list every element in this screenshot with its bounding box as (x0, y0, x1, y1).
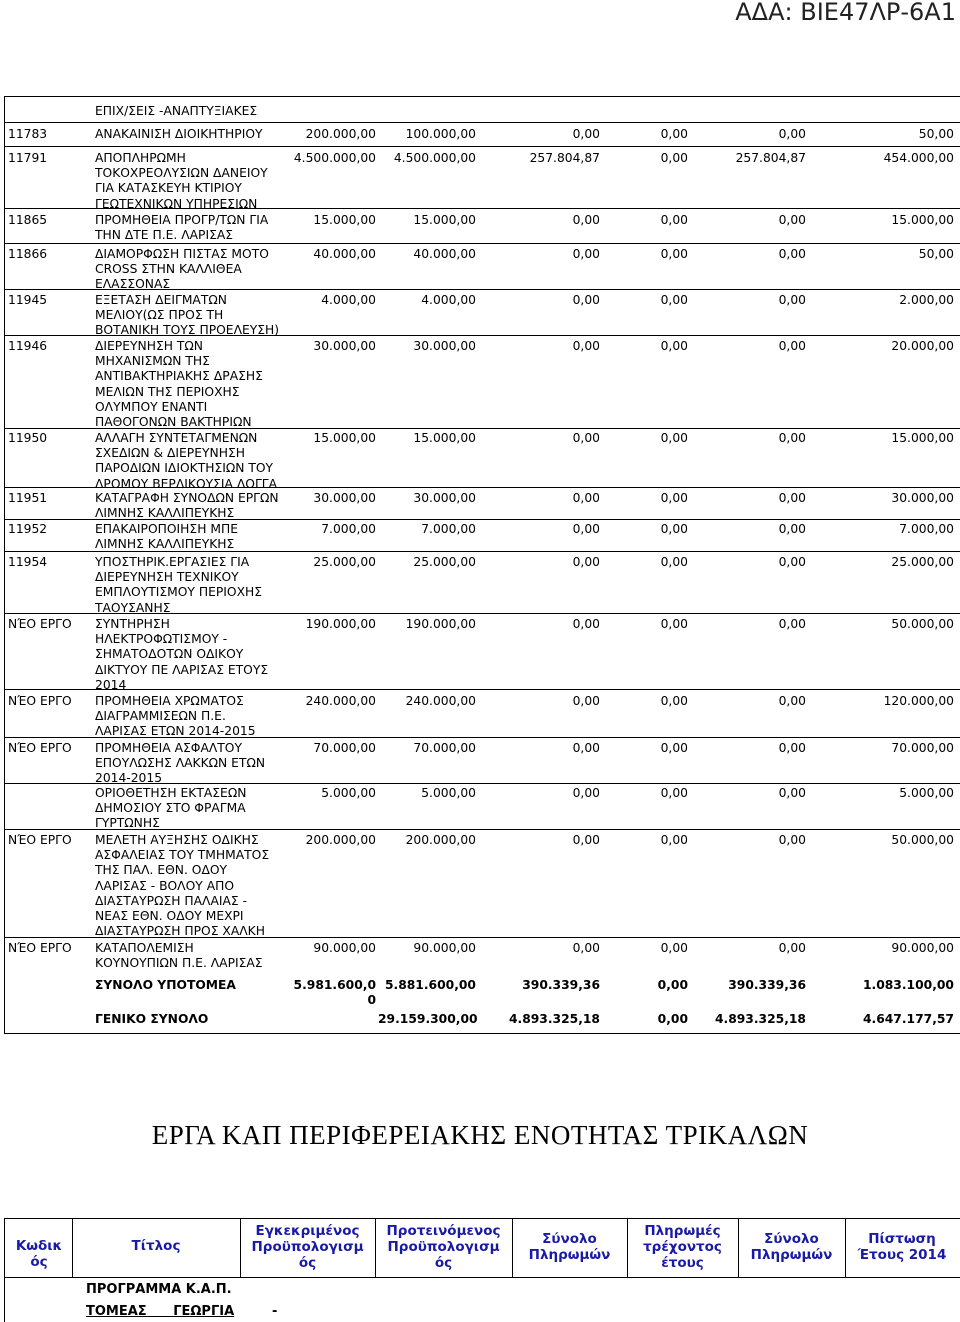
row-code: ΝΈΟ ΕΡΓΟ (8, 694, 72, 708)
grand-total-payments: 4.893.325,18 (508, 1012, 600, 1026)
row-cumulative-payments: 0,00 (778, 491, 806, 505)
row-credit-2014: 20.000,00 (891, 339, 954, 353)
row-divider (4, 146, 960, 147)
row-approved-budget: 4.000,00 (321, 293, 376, 307)
row-proposed-budget: 240.000,00 (405, 694, 476, 708)
row-credit-2014: 25.000,00 (891, 555, 954, 569)
subtotal-credit: 1.083.100,00 (862, 978, 954, 992)
row-credit-2014: 5.000,00 (899, 786, 954, 800)
row-total-payments: 0,00 (572, 293, 600, 307)
row-total-payments: 0,00 (572, 127, 600, 141)
row-credit-2014: 90.000,00 (891, 941, 954, 955)
row-title: ΟΡΙΟΘΕΤΗΣΗ ΕΚΤΑΣΕΩΝ ΔΗΜΟΣΙΟΥ ΣΤΟ ΦΡΑΓΜΑ ΓΥΡΤΩΝΗΣ (95, 786, 247, 831)
row-total-payments: 0,00 (572, 247, 600, 261)
row-title: ΕΠΑΚΑΙΡΟΠΟΙΗΣΗ ΜΠΕ ΛΙΜΝΗΣ ΚΑΛΛΙΠΕΥΚΗΣ (95, 522, 238, 552)
row-current-payments: 0,00 (660, 213, 688, 227)
sector-dash: - (272, 1304, 278, 1319)
grand-total-credit: 4.647.177,57 (862, 1012, 954, 1026)
row-proposed-budget: 4.500.000,00 (393, 151, 476, 165)
row-current-payments: 0,00 (660, 151, 688, 165)
row-credit-2014: 120.000,00 (883, 694, 954, 708)
row-title: ΥΠΟΣΤΗΡΙΚ.ΕΡΓΑΣΙΕΣ ΓΙΑ ΔΙΕΡΕΥΝΗΣΗ ΤΕΧΝΙΚΟΥ ΕΜΠΛΟΥΤΙΣΜΟΥ ΠΕΡΙΟΧΗΣ ΤΑΟΥΣΑΝΗΣ (95, 555, 263, 615)
section-heading: ΕΡΓΑ ΚΑΠ ΠΕΡΙΦΕΡΕΙΑΚΗΣ ΕΝΟΤΗΤΑΣ ΤΡΙΚΑΛΩΝ (151, 1120, 809, 1150)
row-approved-budget: 190.000,00 (305, 617, 376, 631)
row-cumulative-payments: 0,00 (778, 555, 806, 569)
row-proposed-budget: 7.000,00 (421, 522, 476, 536)
row-current-payments: 0,00 (660, 339, 688, 353)
row-credit-2014: 15.000,00 (891, 431, 954, 445)
row-approved-budget: 240.000,00 (305, 694, 376, 708)
row-title: ΑΝΑΚΑΙΝΙΣΗ ΔΙΟΙΚΗΤΗΡΙΟΥ (95, 127, 263, 141)
row-code: 11866 (8, 247, 48, 261)
header-credit-2014: Πίστωση Έτους 2014 (857, 1231, 947, 1263)
header-total-payments-2: Σύνολο Πληρωμών (750, 1231, 833, 1263)
row-title: ΕΠΙΧ/ΣΕΙΣ -ΑΝΑΠΤΥΞΙΑΚΕΣ (95, 104, 258, 118)
row-proposed-budget: 4.000,00 (421, 293, 476, 307)
row-proposed-budget: 70.000,00 (413, 741, 476, 755)
row-code: 11865 (8, 213, 48, 227)
row-current-payments: 0,00 (660, 247, 688, 261)
row-divider (4, 122, 960, 123)
row-credit-2014: 30.000,00 (891, 491, 954, 505)
row-total-payments: 0,00 (572, 431, 600, 445)
row-approved-budget: 70.000,00 (313, 741, 376, 755)
row-cumulative-payments: 0,00 (778, 293, 806, 307)
row-current-payments: 0,00 (660, 293, 688, 307)
row-proposed-budget: 200.000,00 (405, 833, 476, 847)
row-credit-2014: 2.000,00 (899, 293, 954, 307)
subtotal-total-payments: 390.339,36 (728, 978, 806, 992)
row-code: ΝΈΟ ΕΡΓΟ (8, 617, 72, 631)
row-title: ΠΡΟΜΗΘΕΙΑ ΠΡΟΓΡ/ΤΩΝ ΓΙΑ ΤΗΝ ΔΤΕ Π.Ε. ΛΑΡΙΣΑΣ (95, 213, 269, 243)
row-current-payments: 0,00 (660, 555, 688, 569)
row-current-payments: 0,00 (660, 431, 688, 445)
row-proposed-budget: 40.000,00 (413, 247, 476, 261)
row-approved-budget: 4.500.000,00 (293, 151, 376, 165)
row-approved-budget: 30.000,00 (313, 339, 376, 353)
row-cumulative-payments: 0,00 (778, 833, 806, 847)
row-total-payments: 0,00 (572, 741, 600, 755)
row-code: 11954 (8, 555, 48, 569)
row-current-payments: 0,00 (660, 127, 688, 141)
row-total-payments: 0,00 (572, 833, 600, 847)
header-current-payments: Πληρωμές τρέχοντος έτους (643, 1223, 722, 1271)
row-proposed-budget: 15.000,00 (413, 431, 476, 445)
grand-total-total-payments: 4.893.325,18 (714, 1012, 806, 1026)
row-total-payments: 0,00 (572, 491, 600, 505)
row-cumulative-payments: 0,00 (778, 339, 806, 353)
row-current-payments: 0,00 (660, 522, 688, 536)
subtotal-label: ΣΥΝΟΛΟ ΥΠΟΤΟΜΕΑ (95, 978, 236, 992)
row-current-payments: 0,00 (660, 617, 688, 631)
row-credit-2014: 70.000,00 (891, 741, 954, 755)
program-label: ΠΡΟΓΡΑΜΜΑ Κ.Α.Π. (86, 1282, 232, 1297)
row-title: ΜΕΛΕΤΗ ΑΥΞΗΣΗΣ ΟΔΙΚΗΣ ΑΣΦΑΛΕΙΑΣ ΤΟΥ ΤΜΗΜΑΤΟΣ ΤΗΣ ΠΑΛ. ΕΘΝ. ΟΔΟΥ ΛΑΡΙΣΑΣ - ΒΟΛΟΥ ΑΠΟ ΔΙΑΣΤΑΥΡΩΣΗ ΠΑΛΑΙΑΣ - ΝΕΑΣ ΕΘΝ. ΟΔΟΥ ΜΕΧΡΙ ΔΙΑΣΤΑΥΡΩΣΗ ΠΡΟΣ ΧΑΛΚΗ (95, 833, 270, 939)
row-cumulative-payments: 0,00 (778, 617, 806, 631)
row-credit-2014: 50.000,00 (891, 833, 954, 847)
row-current-payments: 0,00 (660, 941, 688, 955)
subtotal-payments: 390.339,36 (522, 978, 600, 992)
row-cumulative-payments: 0,00 (778, 431, 806, 445)
ada-stamp: ΑΔΑ: ΒΙΕ47ΛΡ-6Α1 (735, 0, 956, 26)
sector-label: ΤΟΜΕΑΣ ΓΕΩΡΓΙΑ (86, 1304, 235, 1319)
row-credit-2014: 15.000,00 (891, 213, 954, 227)
row-current-payments: 0,00 (660, 833, 688, 847)
row-title: ΚΑΤΑΓΡΑΦΗ ΣΥΝΟΔΩΝ ΕΡΓΩΝ ΛΙΜΝΗΣ ΚΑΛΛΙΠΕΥΚΗΣ (95, 491, 279, 521)
row-approved-budget: 15.000,00 (313, 213, 376, 227)
row-approved-budget: 15.000,00 (313, 431, 376, 445)
row-title: ΣΥΝΤΗΡΗΣΗ ΗΛΕΚΤΡΟΦΩΤΙΣΜΟΥ - ΣΗΜΑΤΟΔΟΤΩΝ ΟΔΙΚΟΥ ΔΙΚΤΥΟΥ ΠΕ ΛΑΡΙΣΑΣ ΕΤΟΥΣ 2014 (95, 617, 269, 692)
row-cumulative-payments: 0,00 (778, 786, 806, 800)
row-approved-budget: 30.000,00 (313, 491, 376, 505)
subtotal-current: 0,00 (657, 978, 688, 992)
row-approved-budget: 200.000,00 (305, 833, 376, 847)
row-code: ΝΈΟ ΕΡΓΟ (8, 941, 72, 955)
row-total-payments: 0,00 (572, 617, 600, 631)
row-total-payments: 0,00 (572, 555, 600, 569)
row-credit-2014: 50,00 (918, 127, 954, 141)
row-total-payments: 0,00 (572, 339, 600, 353)
row-current-payments: 0,00 (660, 786, 688, 800)
row-credit-2014: 7.000,00 (899, 522, 954, 536)
grand-total-proposed: 29.159.300,00 (378, 1012, 478, 1026)
row-code: 11952 (8, 522, 48, 536)
row-credit-2014: 50.000,00 (891, 617, 954, 631)
header-title: Τίτλος (131, 1238, 181, 1254)
row-proposed-budget: 30.000,00 (413, 491, 476, 505)
row-title: ΑΛΛΑΓΗ ΣΥΝΤΕΤΑΓΜΕΝΩΝ ΣΧΕΔΙΩΝ & ΔΙΕΡΕΥΝΗΣΗ ΠΑΡΟΔΙΩΝ ΙΔΙΟΚΤΗΣΙΩΝ ΤΟΥ ΔΡΟΜΟΥ ΒΕΡΔΙΚΟΥΣΙΑ ΛΟΓΓΑ (95, 431, 278, 491)
row-code: ΝΈΟ ΕΡΓΟ (8, 833, 72, 847)
row-code: 11783 (8, 127, 48, 141)
subtotal-proposed: 5.881.600,00 (384, 978, 476, 992)
row-total-payments: 0,00 (572, 941, 600, 955)
row-total-payments: 0,00 (572, 694, 600, 708)
row-cumulative-payments: 257.804,87 (735, 151, 806, 165)
row-code: 11946 (8, 339, 48, 353)
header-divider (4, 1277, 960, 1278)
row-proposed-budget: 100.000,00 (405, 127, 476, 141)
row-proposed-budget: 190.000,00 (405, 617, 476, 631)
row-approved-budget: 7.000,00 (321, 522, 376, 536)
row-cumulative-payments: 0,00 (778, 522, 806, 536)
row-total-payments: 0,00 (572, 786, 600, 800)
row-credit-2014: 454.000,00 (883, 151, 954, 165)
row-code: ΝΈΟ ΕΡΓΟ (8, 741, 72, 755)
row-title: ΑΠΟΠΛΗΡΩΜΗ ΤΟΚΟΧΡΕΟΛΥΣΙΩΝ ΔΑΝΕΙΟΥ ΓΙΑ ΚΑΤΑΣΚΕΥΗ ΚΤΙΡΙΟΥ ΓΕΩΤΕΧΝΙΚΩΝ ΥΠΗΡΕΣΙΩΝ (95, 151, 268, 211)
row-code: 11945 (8, 293, 48, 307)
row-proposed-budget: 30.000,00 (413, 339, 476, 353)
row-proposed-budget: 15.000,00 (413, 213, 476, 227)
row-approved-budget: 5.000,00 (321, 786, 376, 800)
row-current-payments: 0,00 (660, 741, 688, 755)
row-cumulative-payments: 0,00 (778, 213, 806, 227)
row-total-payments: 257.804,87 (529, 151, 600, 165)
header-approved-budget: Εγκεκριμένος Προϋπολογισμ ός (251, 1223, 364, 1271)
row-code: 11950 (8, 431, 48, 445)
header-code: Κωδικ ός (15, 1238, 63, 1270)
row-approved-budget: 90.000,00 (313, 941, 376, 955)
row-current-payments: 0,00 (660, 694, 688, 708)
row-cumulative-payments: 0,00 (778, 127, 806, 141)
row-credit-2014: 50,00 (918, 247, 954, 261)
row-title: ΕΞΕΤΑΣΗ ΔΕΙΓΜΑΤΩΝ ΜΕΛΙΟΥ(ΩΣ ΠΡΟΣ ΤΗ ΒΟΤΑΝΙΚΗ ΤΟΥΣ ΠΡΟΕΛΕΥΣΗ) (95, 293, 280, 338)
row-proposed-budget: 90.000,00 (413, 941, 476, 955)
grand-total-label: ΓΕΝΙΚΟ ΣΥΝΟΛΟ (95, 1012, 209, 1026)
row-title: ΚΑΤΑΠΟΛΕΜΙΣΗ ΚΟΥΝΟΥΠΙΩΝ Π.Ε. ΛΑΡΙΣΑΣ (95, 941, 263, 971)
row-title: ΠΡΟΜΗΘΕΙΑ ΑΣΦΑΛΤΟΥ ΕΠΟΥΛΩΣΗΣ ΛΑΚΚΩΝ ΕΤΩΝ 2014-2015 (95, 741, 266, 786)
row-title: ΔΙΕΡΕΥΝΗΣΗ ΤΩΝ ΜΗΧΑΝΙΣΜΩΝ ΤΗΣ ΑΝΤΙΒΑΚΤΗΡΙΑΚΗΣ ΔΡΑΣΗΣ ΜΕΛΙΩΝ ΤΗΣ ΠΕΡΙΟΧΗΣ ΟΛΥΜΠΟΥ ΕΝΑΝΤΙ ΠΑΘΟΓΟΝΩΝ ΒΑΚΤΗΡΙΩΝ (95, 339, 263, 430)
header-proposed-budget: Προτεινόμενος Προϋπολογισμ ός (386, 1223, 501, 1271)
row-total-payments: 0,00 (572, 213, 600, 227)
row-cumulative-payments: 0,00 (778, 694, 806, 708)
row-code: 11791 (8, 151, 48, 165)
row-title: ΠΡΟΜΗΘΕΙΑ ΧΡΩΜΑΤΟΣ ΔΙΑΓΡΑΜΜΙΣΕΩΝ Π.Ε. ΛΑΡΙΣΑΣ ΕΤΩΝ 2014-2015 (95, 694, 256, 739)
row-code: 11951 (8, 491, 48, 505)
row-approved-budget: 200.000,00 (305, 127, 376, 141)
row-cumulative-payments: 0,00 (778, 741, 806, 755)
row-approved-budget: 40.000,00 (313, 247, 376, 261)
row-total-payments: 0,00 (572, 522, 600, 536)
subtotal-approved: 5.981.600,0 0 (293, 978, 376, 1007)
row-cumulative-payments: 0,00 (778, 247, 806, 261)
row-cumulative-payments: 0,00 (778, 941, 806, 955)
row-proposed-budget: 5.000,00 (421, 786, 476, 800)
row-approved-budget: 25.000,00 (313, 555, 376, 569)
header-total-payments: Σύνολο Πληρωμών (528, 1231, 611, 1263)
row-current-payments: 0,00 (660, 491, 688, 505)
row-proposed-budget: 25.000,00 (413, 555, 476, 569)
row-title: ΔΙΑΜΟΡΦΩΣΗ ΠΙΣΤΑΣ ΜΟΤΟ CROSS ΣΤΗΝ ΚΑΛΛΙΘΕΑ ΕΛΑΣΣΟΝΑΣ (95, 247, 269, 292)
grand-total-current: 0,00 (657, 1012, 688, 1026)
